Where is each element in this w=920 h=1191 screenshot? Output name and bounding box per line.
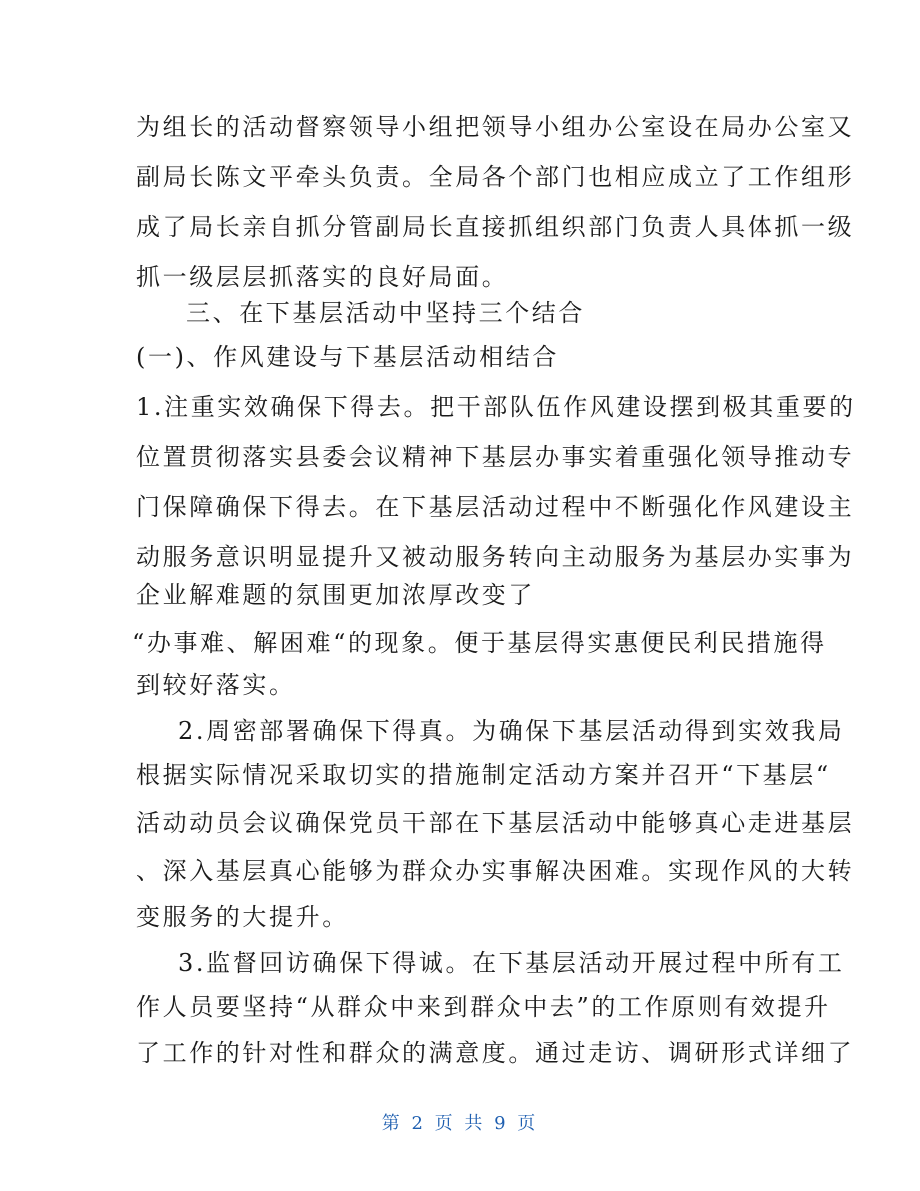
body-line: 成了局长亲自抓分管副局长直接抓组织部门负责人具体抓一级: [136, 213, 855, 241]
body-line: “办事难、解困难“的现象。便于基层得实惠便民利民措施得: [132, 629, 827, 657]
body-line: 3.监督回访确保下得诚。在下基层活动开展过程中所有工: [178, 949, 845, 977]
body-line: 为组长的活动督察领导小组把领导小组办公室设在局办公室又: [136, 113, 855, 141]
body-line: 1.注重实效确保下得去。把干部队伍作风建设摆到极其重要的: [136, 393, 856, 421]
body-line: 位置贯彻落实县委会议精神下基层办事实着重强化领导推动专: [136, 443, 855, 471]
body-line: 到较好落实。: [136, 671, 296, 699]
body-line: 了工作的针对性和群众的满意度。通过走访、调研形式详细了: [136, 1039, 855, 1067]
body-line: 抓一级层层抓落实的良好局面。: [136, 263, 509, 291]
body-line: 2.周密部署确保下得真。为确保下基层活动得到实效我局: [178, 717, 845, 745]
body-line: 、深入基层真心能够为群众办实事解决困难。实现作风的大转: [136, 857, 855, 885]
subsection-heading: (一)、作风建设与下基层活动相结合: [136, 343, 559, 371]
body-line: 企业解难题的氛围更加浓厚改变了: [136, 581, 535, 609]
body-line: 活动动员会议确保党员干部在下基层活动中能够真心走进基层: [136, 809, 855, 837]
body-line: 根据实际情况采取切实的措施制定活动方案并召开“下基层“: [136, 761, 831, 789]
body-line: 作人员要坚持“从群众中来到群众中去”的工作原则有效提升: [136, 993, 831, 1021]
page-number-footer: 第 2 页 共 9 页: [381, 1113, 539, 1134]
body-line: 变服务的大提升。: [136, 903, 349, 931]
section-heading: 三、在下基层活动中坚持三个结合: [186, 299, 585, 327]
body-line: 副局长陈文平牵头负责。全局各个部门也相应成立了工作组形: [136, 163, 855, 191]
body-line: 动服务意识明显提升又被动服务转向主动服务为基层办实事为: [136, 543, 855, 571]
body-line: 门保障确保下得去。在下基层活动过程中不断强化作风建设主: [136, 493, 855, 521]
